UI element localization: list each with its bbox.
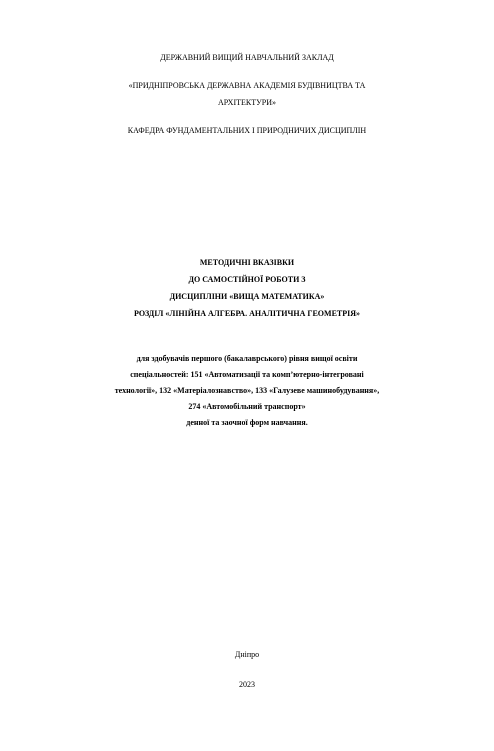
institution-line-1: ДЕРЖАВНИЙ ВИЩИЙ НАВЧАЛЬНИЙ ЗАКЛАД — [160, 53, 334, 62]
document-title-line-3: ДИСЦИПЛІНИ «ВИЩА МАТЕМАТИКА» — [169, 292, 325, 301]
institution-line-2: «ПРИДНІПРОВСЬКА ДЕРЖАВНА АКАДЕМІЯ БУДІВНИЦТВА ТА — [128, 81, 366, 90]
document-title-line-2: ДО САМОСТІЙНОЇ РОБОТИ З — [188, 275, 306, 284]
section-title: РОЗДІЛ «ЛІНІЙНА АЛГЕБРА. АНАЛІТИЧНА ГЕОМЕТРІЯ» — [133, 309, 361, 318]
city: Дніпро — [234, 650, 260, 659]
audience-line-5: денної та заочної форм навчання. — [186, 418, 308, 427]
department-name: КАФЕДРА ФУНДАМЕНТАЛЬНИХ І ПРИРОДНИЧИХ ДИСЦИПЛІН — [127, 126, 367, 135]
audience-line-1: для здобувачів першого (бакалаврського) рівня вищої освіти — [136, 354, 358, 363]
audience-line-2: спеціальностей: 151 «Автоматизації та комп’ютерно-інтегровані — [130, 370, 364, 379]
year: 2023 — [239, 680, 255, 689]
document-title-line-1: МЕТОДИЧНІ ВКАЗІВКИ — [199, 258, 295, 267]
audience-line-4: 274 «Автомобільний транспорт» — [188, 402, 306, 411]
audience-line-3: технології», 132 «Матеріалознавство», 133 «Галузеве машинобудування», — [114, 386, 380, 395]
institution-line-3: АРХІТЕКТУРИ» — [218, 98, 276, 107]
